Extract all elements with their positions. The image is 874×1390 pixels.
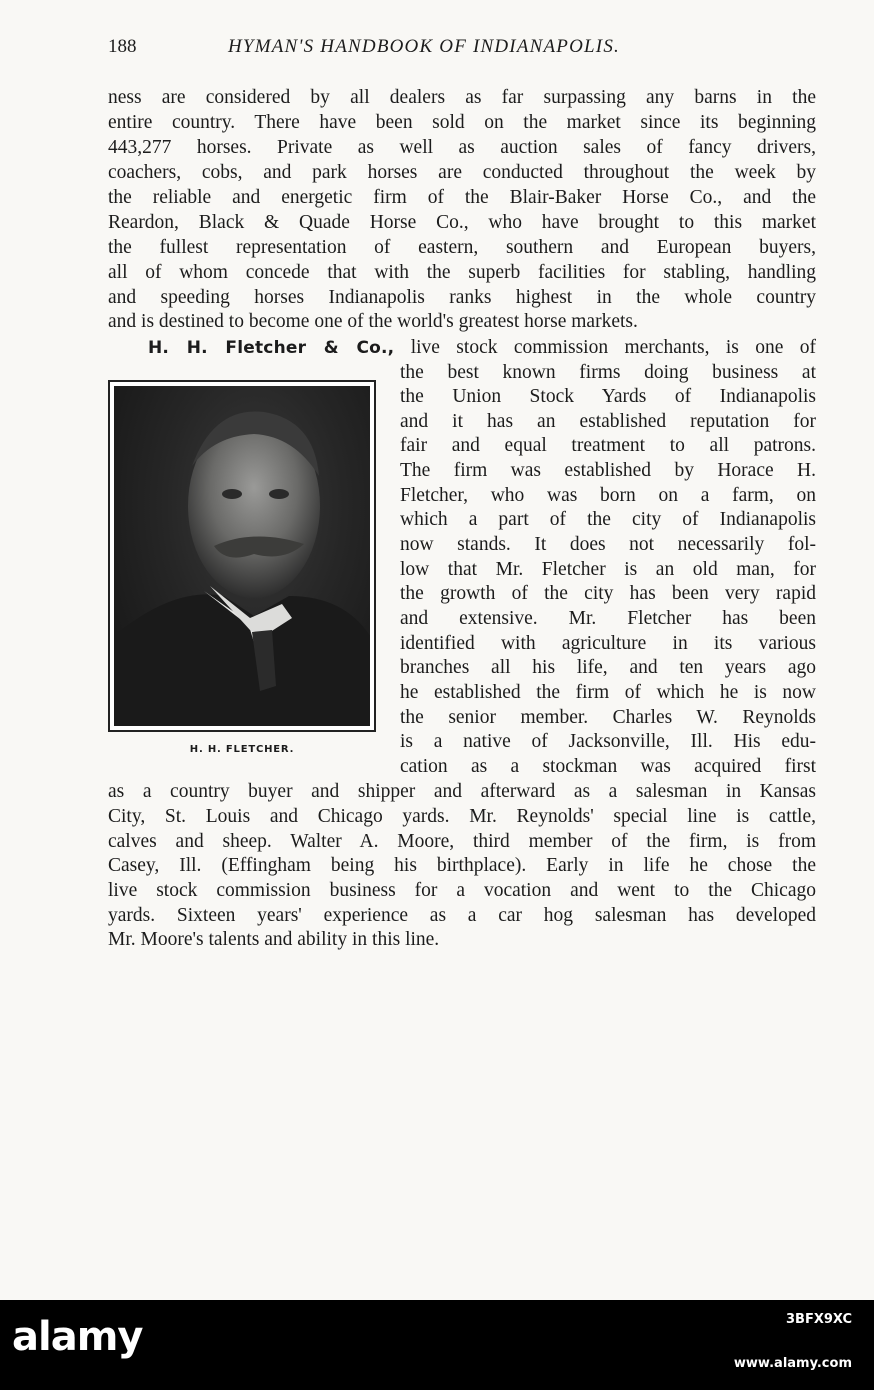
text-line: and it has an established reputation for (400, 411, 816, 432)
running-head: HYMAN'S HANDBOOK OF INDIANAPOLIS. (228, 36, 620, 57)
text-line: all of whom concede that with the superb facilities for stabling, handling (108, 262, 816, 283)
footer-url: www.alamy.com (733, 1356, 852, 1371)
text-line: Fletcher, who was born on a farm, on (400, 485, 816, 506)
alamy-logo: alamy (12, 1314, 143, 1360)
portrait-photo-frame (108, 380, 376, 732)
text-line: ness are considered by all dealers as far surpassing any barns in the (108, 87, 816, 108)
text-line: Reardon, Black & Quade Horse Co., who have brought to this market (108, 212, 816, 233)
text-line: The firm was established by Horace H. (400, 460, 816, 481)
text-line: entire country. There have been sold on the market since its beginning (108, 112, 816, 133)
text-line: the Union Stock Yards of Indianapolis (400, 386, 816, 407)
text-line: calves and sheep. Walter A. Moore, third member of the firm, is from (108, 831, 816, 852)
image-id: 3BFX9XC (785, 1312, 852, 1327)
text-line: Mr. Moore's talents and ability in this line. (108, 929, 440, 950)
text-line: the reliable and energetic firm of the Blair-Baker Horse Co., and the (108, 187, 816, 208)
text-line: and is destined to become one of the world's greatest horse markets. (108, 311, 638, 332)
text-line: and extensive. Mr. Fletcher has been (400, 608, 816, 629)
text-line: coachers, cobs, and park horses are conducted throughout the week by (108, 162, 816, 183)
paragraph-lead-line (108, 336, 816, 360)
text-line: Casey, Ill. (Effingham being his birthplace). Early in life he chose the (108, 855, 816, 876)
text-line: branches all his life, and ten years ago (400, 657, 816, 678)
text-line: which a part of the city of Indianapolis (400, 509, 816, 530)
photo-caption: H. H. FLETCHER. (189, 744, 295, 755)
page-number: 188 (108, 36, 137, 57)
text-line: City, St. Louis and Chicago yards. Mr. Reynolds' special line is cattle, (108, 806, 816, 827)
text-line: is a native of Jacksonville, Ill. His edu- (400, 731, 816, 752)
text-line: the best known firms doing business at (400, 362, 816, 383)
text-line: low that Mr. Fletcher is an old man, for (400, 559, 816, 580)
text-line: yards. Sixteen years' experience as a car hog salesman has developed (108, 905, 816, 926)
text-line: cation as a stockman was acquired first (400, 756, 816, 777)
text-line: fair and equal treatment to all patrons. (400, 435, 816, 456)
text-line: identified with agriculture in its various (400, 633, 816, 654)
text-line: the growth of the city has been very rapid (400, 583, 816, 604)
text-line: the senior member. Charles W. Reynolds (400, 707, 816, 728)
text-line: he established the firm of which he is now (400, 682, 816, 703)
text-line: live stock commission business for a vocation and went to the Chicago (108, 880, 816, 901)
text-line: and speeding horses Indianapolis ranks highest in the whole country (108, 287, 816, 308)
portrait-photo (114, 386, 370, 726)
text-line: as a country buyer and shipper and afterward as a salesman in Kansas (108, 781, 816, 802)
watermark-footer (0, 1300, 874, 1390)
page-header (108, 36, 816, 62)
text-line: the fullest representation of eastern, southern and European buyers, (108, 237, 816, 258)
firm-name-lead: H. H. Fletcher & Co., (148, 338, 395, 358)
text-line: 443,277 horses. Private as well as auction sales of fancy drivers, (108, 137, 816, 158)
text-line: now stands. It does not necessarily fol- (400, 534, 816, 555)
text-line-rest: live stock commission merchants, is one of (394, 337, 816, 358)
